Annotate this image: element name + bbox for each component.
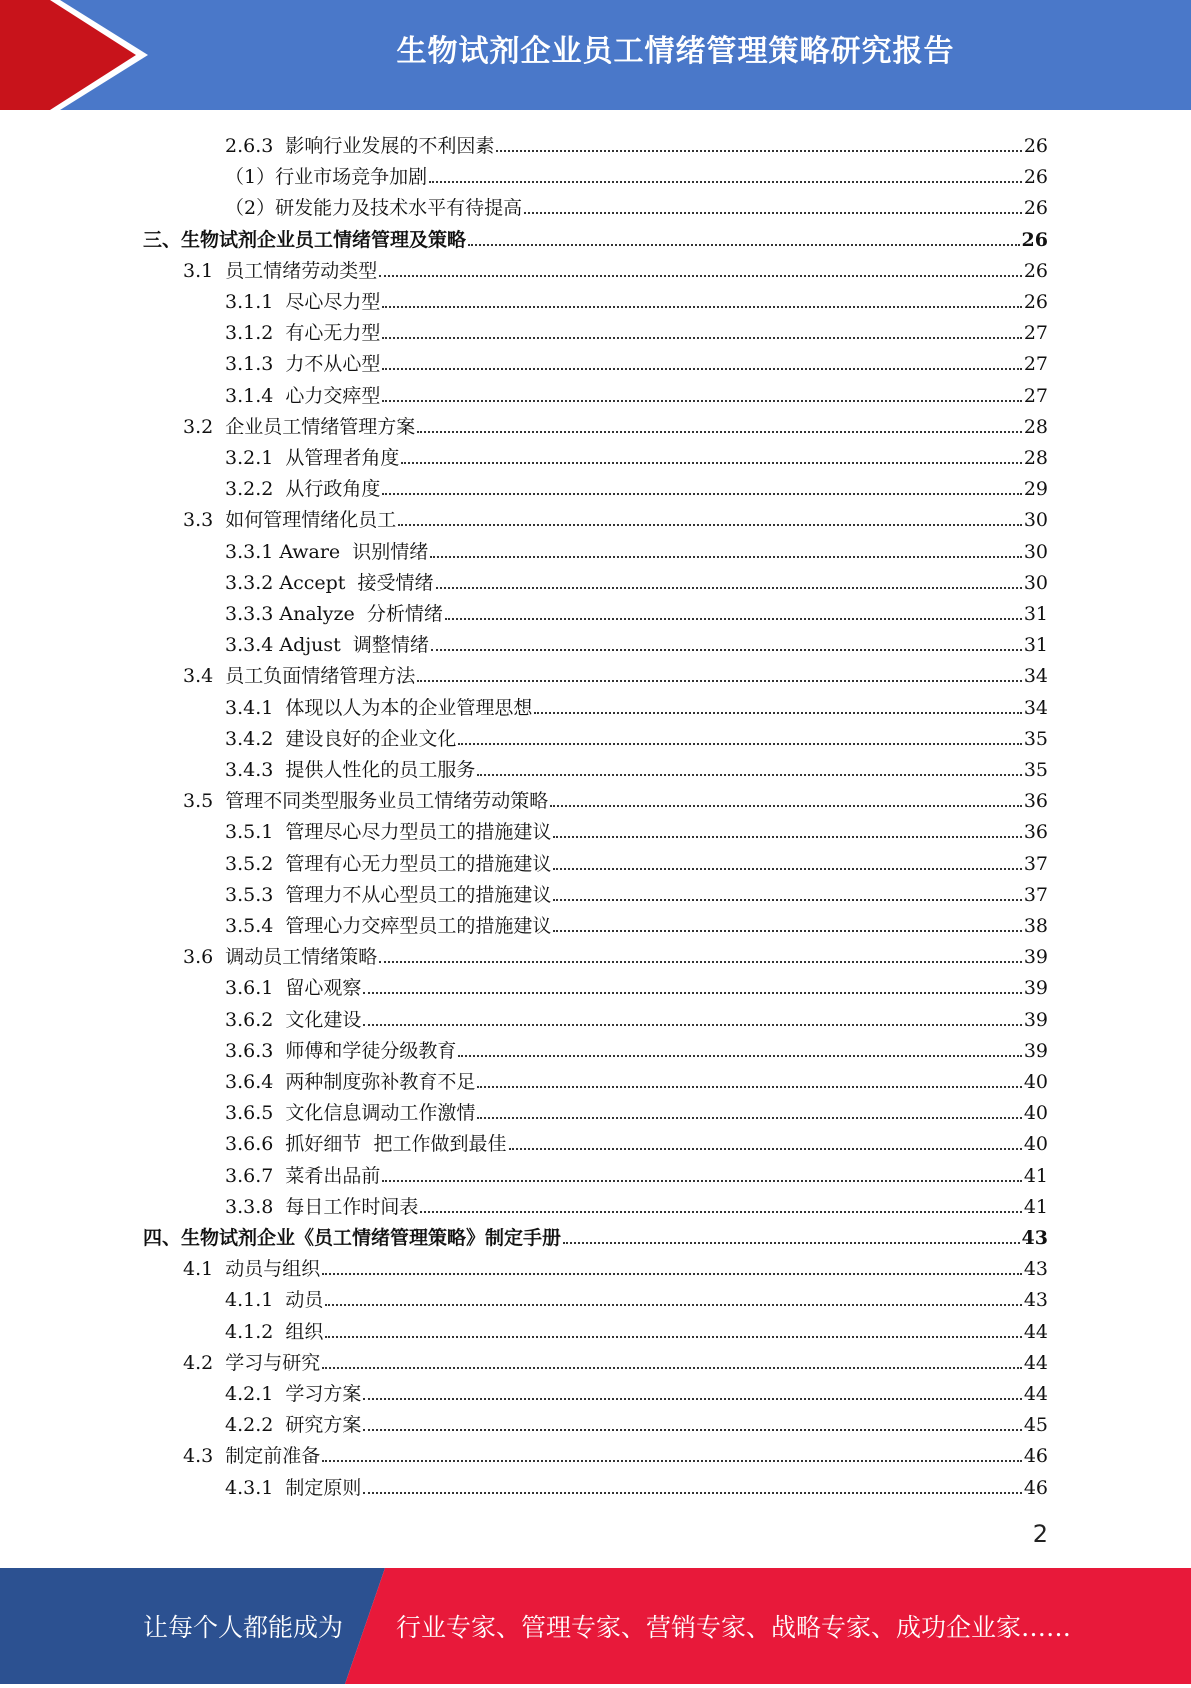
toc-dot-leader	[420, 1211, 1021, 1213]
toc-entry[interactable]	[225, 907, 1048, 938]
toc-entry-page: 27	[1023, 322, 1048, 345]
toc-entry-page: 31	[1023, 634, 1048, 657]
toc-entry-page: 27	[1023, 384, 1048, 407]
toc-entry-label: 3.2.1 从管理者角度	[225, 447, 400, 469]
toc-entry-page: 44	[1023, 1320, 1048, 1343]
toc-dot-leader	[363, 1492, 1021, 1494]
toc-entry-label: 3.5.2 管理有心无力型员工的措施建议	[225, 852, 552, 875]
toc-entry[interactable]	[225, 1375, 1048, 1406]
toc-entry-label: 3.6.2 文化建设	[225, 1008, 362, 1031]
toc-entry-label: 4.3.1 制定原则	[225, 1476, 362, 1499]
toc-entry[interactable]	[225, 1313, 1048, 1344]
toc-entry-label: 3.1.1 尽心尽力型	[225, 291, 381, 313]
toc-entry-page: 28	[1023, 447, 1048, 469]
toc-entry-label: 3.1.4 心力交瘁型	[225, 384, 381, 407]
toc-entry[interactable]	[225, 533, 1048, 564]
toc-dot-leader	[363, 1429, 1021, 1431]
toc-entry[interactable]	[143, 1219, 1048, 1250]
toc-dot-leader	[458, 1055, 1021, 1057]
toc-entry-page: 31	[1023, 603, 1048, 625]
toc-entry-page: 39	[1023, 946, 1048, 969]
toc-entry[interactable]	[225, 1281, 1048, 1312]
toc-dot-leader	[322, 1460, 1022, 1462]
toc-entry-page: 26	[1023, 259, 1048, 282]
toc-entry[interactable]	[225, 1469, 1048, 1500]
toc-dot-leader	[401, 462, 1021, 464]
toc-dot-leader	[417, 680, 1022, 682]
toc-dot-leader	[382, 1180, 1021, 1182]
toc-dot-leader	[477, 1117, 1021, 1119]
toc-entry-page: 43	[1021, 1227, 1048, 1249]
toc-entry-label: 3.4.1 体现以人为本的企业管理思想	[225, 696, 533, 719]
toc-dot-leader	[363, 992, 1021, 994]
toc-entry[interactable]	[225, 127, 1048, 158]
toc-entry-page: 37	[1023, 852, 1048, 875]
toc-entry-label: 4.2.1 学习方案	[225, 1383, 362, 1405]
toc-dot-leader	[496, 150, 1021, 152]
toc-entry-page: 45	[1023, 1414, 1048, 1437]
toc-dot-leader	[553, 868, 1021, 870]
toc-entry[interactable]	[183, 1437, 1048, 1468]
toc-dot-leader	[398, 524, 1022, 526]
toc-entry[interactable]	[183, 408, 1048, 439]
toc-entry-page: 30	[1023, 509, 1048, 532]
toc-entry[interactable]	[225, 1157, 1048, 1188]
toc-entry[interactable]	[225, 345, 1048, 376]
toc-entry-page: 39	[1023, 977, 1048, 1000]
toc-dot-leader	[379, 275, 1022, 277]
toc-dot-leader	[379, 961, 1022, 963]
toc-entry[interactable]	[183, 501, 1048, 532]
toc-dot-leader	[550, 805, 1022, 807]
toc-entry-label: 3.4.3 提供人性化的员工服务	[225, 759, 476, 781]
toc-dot-leader	[477, 774, 1021, 776]
toc-entry-label: 四、生物试剂企业《员工情绪管理策略》制定手册	[143, 1227, 562, 1249]
toc-dot-leader	[417, 431, 1022, 433]
toc-dot-leader	[322, 1367, 1022, 1369]
toc-entry-page: 29	[1023, 478, 1048, 501]
toc-entry-page: 40	[1023, 1133, 1048, 1156]
toc-entry[interactable]	[225, 1406, 1048, 1437]
toc-entry[interactable]	[183, 657, 1048, 688]
toc-entry-page: 30	[1023, 571, 1048, 594]
toc-dot-leader	[382, 368, 1021, 370]
toc-dot-leader	[524, 212, 1022, 214]
toc-entry[interactable]	[225, 1001, 1048, 1032]
toc-entry[interactable]	[225, 689, 1048, 720]
toc-entry-page: 39	[1023, 1039, 1048, 1062]
toc-entry[interactable]	[225, 564, 1048, 595]
toc-entry[interactable]	[225, 283, 1048, 314]
toc-entry-label: 3.3 如何管理情绪化员工	[183, 509, 397, 532]
toc-dot-leader	[436, 587, 1022, 589]
toc-entry-page: 39	[1023, 1008, 1048, 1031]
toc-entry-label: 3.3.4 Adjust 调整情绪	[225, 634, 429, 657]
toc-entry-label: 4.3 制定前准备	[183, 1445, 321, 1468]
toc-entry-label: 3.1.2 有心无力型	[225, 322, 381, 345]
toc-dot-leader	[325, 1304, 1021, 1306]
toc-dot-leader	[553, 899, 1021, 901]
toc-entry[interactable]	[225, 751, 1048, 782]
toc-entry-label: 3.4 员工负面情绪管理方法	[183, 665, 416, 688]
toc-entry-label: 2.6.3 影响行业发展的不利因素	[225, 135, 495, 157]
toc-dot-leader	[382, 493, 1021, 495]
toc-dot-leader	[382, 337, 1021, 339]
toc-entry[interactable]	[225, 1188, 1048, 1219]
toc-entry[interactable]	[143, 221, 1048, 252]
toc-entry-label: 3.6.6 抓好细节 把工作做到最佳	[225, 1133, 507, 1156]
toc-dot-leader	[509, 1148, 1022, 1150]
toc-entry[interactable]	[225, 720, 1048, 751]
toc-entry[interactable]	[225, 158, 1048, 189]
toc-entry[interactable]	[183, 1344, 1048, 1375]
toc-entry-page: 36	[1023, 821, 1048, 844]
toc-entry-page: 26	[1023, 197, 1048, 220]
toc-entry[interactable]	[225, 1032, 1048, 1063]
toc-entry-label: 4.2 学习与研究	[183, 1351, 321, 1374]
toc-entry-page: 35	[1023, 759, 1048, 781]
report-title: 生物试剂企业员工情绪管理策略研究报告	[396, 34, 955, 69]
toc-entry[interactable]	[225, 595, 1048, 626]
toc-entry[interactable]	[183, 938, 1048, 969]
toc-entry[interactable]	[225, 876, 1048, 907]
toc-entry-page: 26	[1023, 291, 1048, 313]
toc-entry[interactable]	[225, 969, 1048, 1000]
toc-entry[interactable]	[183, 782, 1048, 813]
toc-dot-leader	[468, 244, 1020, 246]
toc-entry-label: 3.4.2 建设良好的企业文化	[225, 727, 457, 750]
toc-entry-label: 3.3.2 Accept 接受情绪	[225, 571, 434, 594]
toc-entry[interactable]	[183, 1250, 1048, 1281]
toc-entry-page: 41	[1023, 1164, 1048, 1187]
toc-dot-leader	[458, 743, 1021, 745]
toc-entry-page: 27	[1023, 353, 1048, 376]
toc-entry-label: 3.6.5 文化信息调动工作激情	[225, 1102, 476, 1125]
toc-entry-page: 40	[1023, 1102, 1048, 1125]
toc-entry-label: 3.6.3 师傅和学徒分级教育	[225, 1039, 457, 1062]
toc-entry-page: 34	[1023, 665, 1048, 688]
toc-entry-label: 4.1 动员与组织	[183, 1258, 321, 1281]
toc-dot-leader	[553, 930, 1021, 932]
toc-dot-leader	[363, 1024, 1021, 1026]
toc-entry[interactable]	[225, 189, 1048, 220]
toc-entry-label: 3.5.4 管理心力交瘁型员工的措施建议	[225, 915, 552, 937]
toc-entry[interactable]	[225, 1125, 1048, 1156]
toc-entry[interactable]	[225, 845, 1048, 876]
toc-dot-leader	[429, 181, 1022, 183]
toc-entry-page: 37	[1023, 883, 1048, 906]
toc-entry-label: 3.1.3 力不从心型	[225, 353, 381, 376]
toc-dot-leader	[382, 400, 1021, 402]
toc-entry-page: 26	[1021, 228, 1048, 251]
toc-entry-label: 4.2.2 研究方案	[225, 1414, 362, 1437]
toc-entry-label: 3.2.2 从行政角度	[225, 478, 381, 501]
toc-entry-page: 35	[1023, 727, 1048, 750]
page-footer	[0, 1568, 1191, 1684]
toc-entry-page: 30	[1023, 540, 1048, 563]
toc-entry-label: 3.5 管理不同类型服务业员工情绪劳动策略	[183, 790, 549, 813]
toc-entry-label: （1）行业市场竞争加剧	[225, 166, 428, 189]
toc-entry-label: 3.5.1 管理尽心尽力型员工的措施建议	[225, 821, 552, 844]
toc-entry-label: 3.6.4 两种制度弥补教育不足	[225, 1071, 476, 1093]
toc-entry-page: 28	[1023, 415, 1048, 438]
toc-entry-page: 46	[1023, 1476, 1048, 1499]
toc-dot-leader	[477, 1086, 1021, 1088]
toc-entry-label: 4.1.2 组织	[225, 1320, 324, 1343]
toc-entry-page: 43	[1023, 1289, 1048, 1312]
toc-entry-page: 26	[1023, 135, 1048, 157]
toc-entry[interactable]	[225, 1094, 1048, 1125]
toc-entry-label: 3.6.7 菜肴出品前	[225, 1164, 381, 1187]
toc-entry-page: 44	[1023, 1351, 1048, 1374]
toc-dot-leader	[534, 712, 1021, 714]
toc-dot-leader	[563, 1242, 1020, 1244]
toc-entry-page: 46	[1023, 1445, 1048, 1468]
toc-entry-label: 3.6 调动员工情绪策略	[183, 946, 378, 969]
toc-entry[interactable]	[225, 314, 1048, 345]
toc-entry-page: 40	[1023, 1071, 1048, 1093]
toc-dot-leader	[382, 306, 1021, 308]
toc-entry[interactable]	[225, 1063, 1048, 1094]
toc-entry-page: 41	[1023, 1195, 1048, 1218]
toc-entry-label: 3.3.3 Analyze 分析情绪	[225, 603, 443, 625]
toc-entry-page: 44	[1023, 1383, 1048, 1405]
toc-dot-leader	[553, 836, 1021, 838]
page-header	[0, 0, 1191, 110]
toc-entry[interactable]	[225, 377, 1048, 408]
toc-dot-leader	[322, 1273, 1022, 1275]
toc-dot-leader	[431, 649, 1022, 651]
toc-entry-label: 3.1 员工情绪劳动类型	[183, 259, 378, 282]
toc-dot-leader	[445, 618, 1022, 620]
toc-entry-label: 4.1.1 动员	[225, 1289, 324, 1312]
toc-dot-leader	[325, 1336, 1021, 1338]
toc-entry[interactable]	[225, 439, 1048, 470]
toc-entry[interactable]	[225, 813, 1048, 844]
footer-slogan-right: 行业专家、管理专家、营销专家、战略专家、成功企业家……	[396, 1613, 1072, 1642]
toc-entry-page: 34	[1023, 696, 1048, 719]
toc-dot-leader	[363, 1398, 1021, 1400]
toc-entry-label: （2）研发能力及技术水平有待提高	[225, 197, 523, 220]
toc-entry-page: 43	[1023, 1258, 1048, 1281]
toc-entry[interactable]	[225, 470, 1048, 501]
toc-entry-label: 3.5.3 管理力不从心型员工的措施建议	[225, 883, 552, 906]
toc-entry-page: 36	[1023, 790, 1048, 813]
toc-entry-page: 38	[1023, 915, 1048, 937]
toc-entry[interactable]	[225, 626, 1048, 657]
footer-slogan-left: 让每个人都能成为	[143, 1613, 344, 1642]
toc-entry-page: 26	[1023, 166, 1048, 189]
toc-entry-label: 3.6.1 留心观察	[225, 977, 362, 1000]
toc-entry[interactable]	[183, 252, 1048, 283]
toc-entry-label: 3.3.1 Aware 识别情绪	[225, 540, 429, 563]
toc-dot-leader	[430, 556, 1022, 558]
toc-entry-label: 3.2 企业员工情绪管理方案	[183, 415, 416, 438]
toc-entry-label: 3.3.8 每日工作时间表	[225, 1195, 419, 1218]
page-number: 2	[1032, 1520, 1048, 1548]
toc-entry-label: 三、生物试剂企业员工情绪管理及策略	[143, 228, 467, 251]
